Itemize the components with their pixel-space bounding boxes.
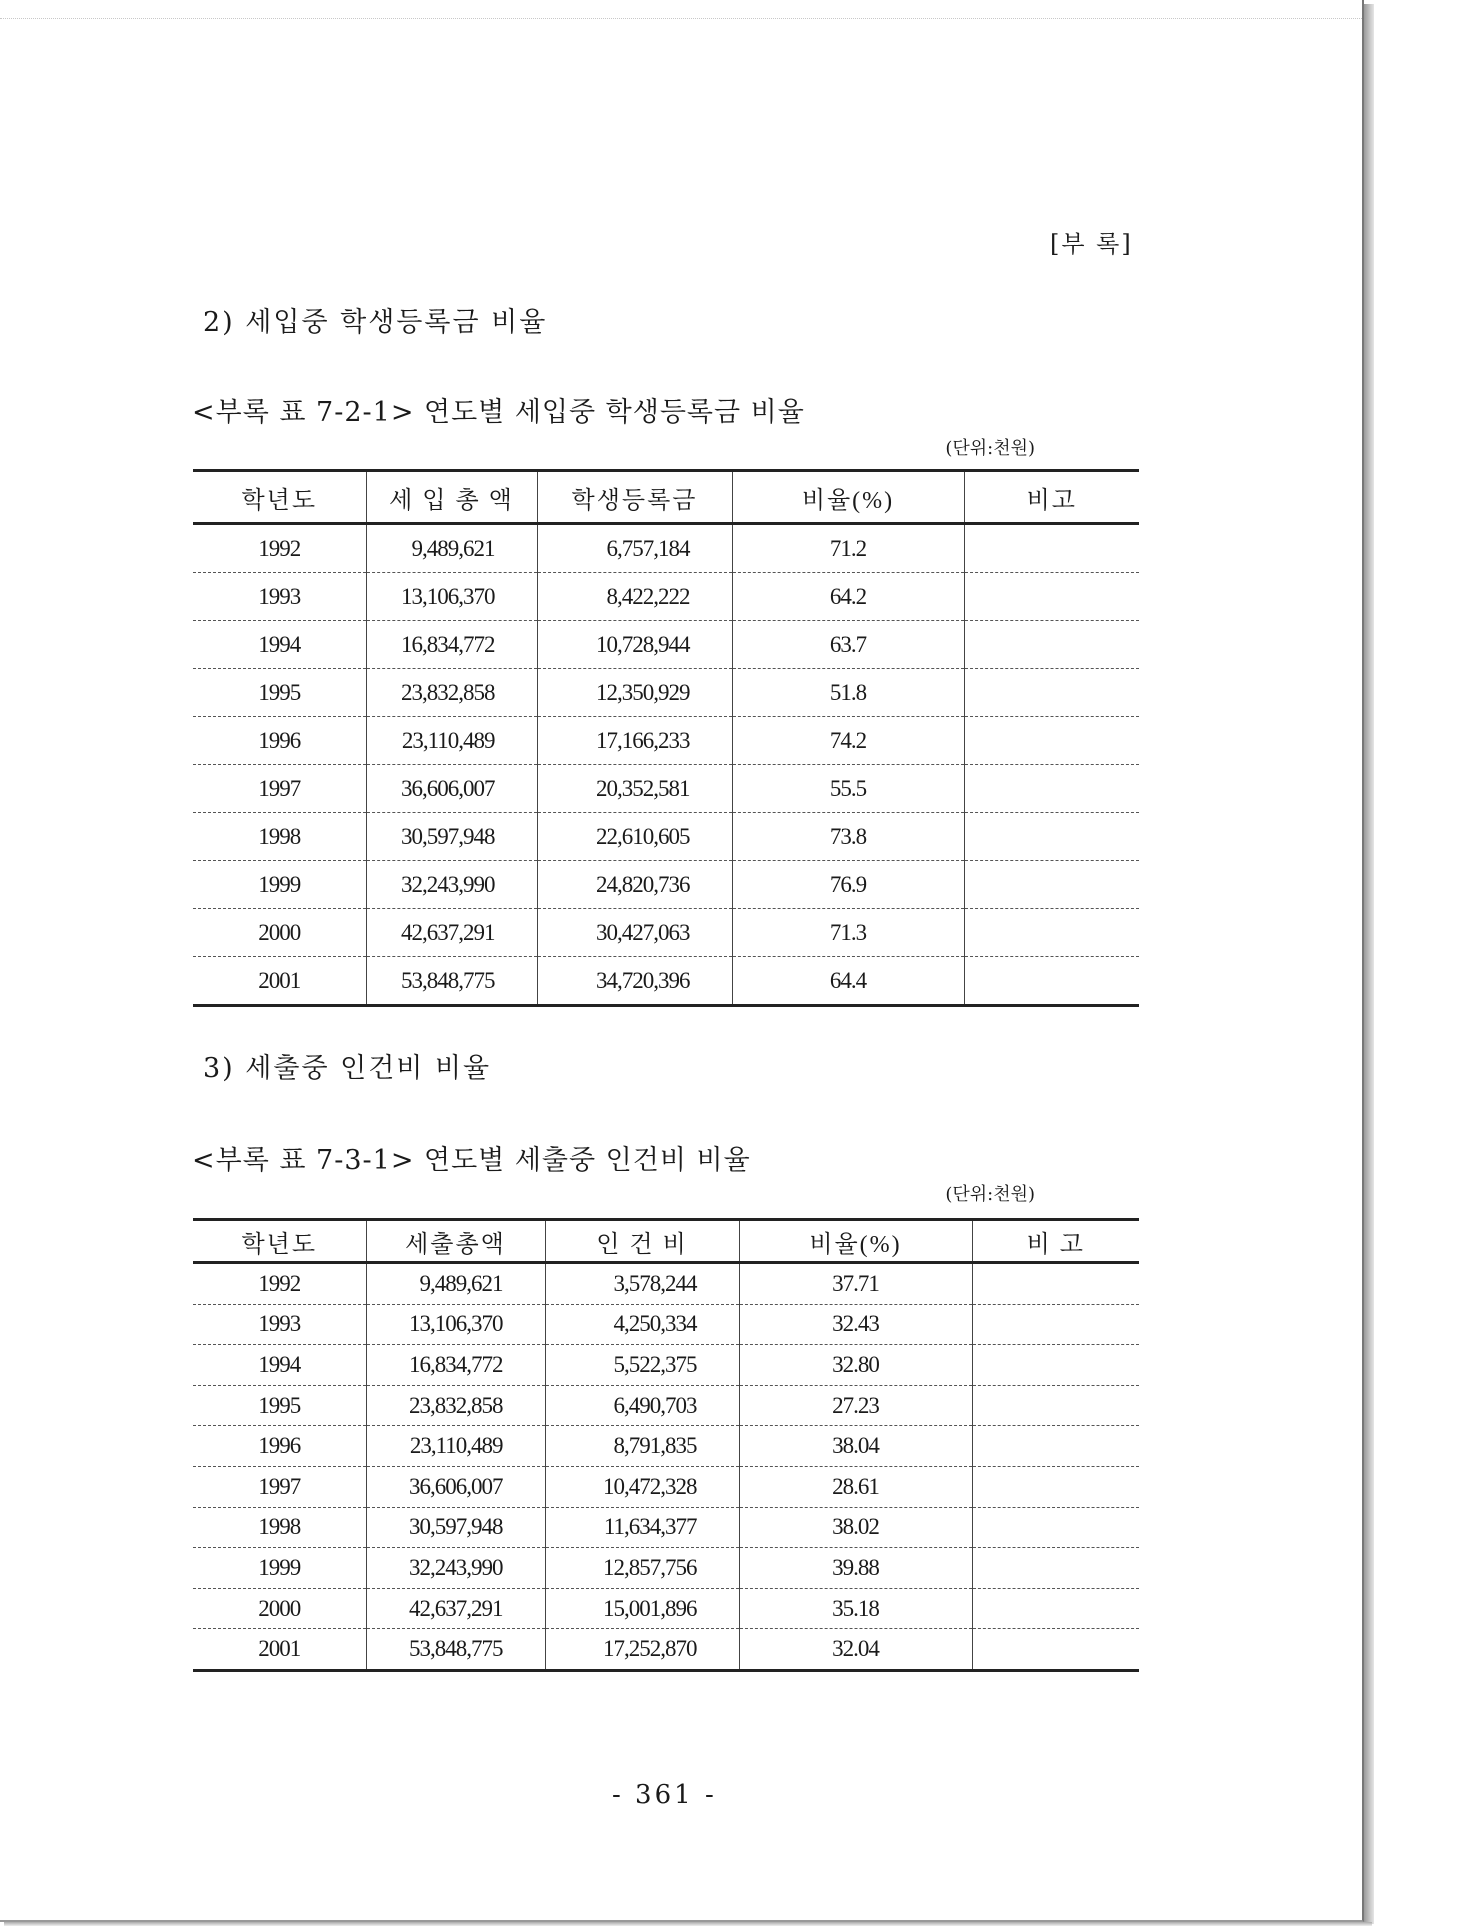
year-cell: 1998 bbox=[193, 1507, 366, 1548]
top-rule bbox=[0, 18, 1362, 19]
remarks-cell bbox=[964, 524, 1139, 573]
remarks-cell bbox=[972, 1263, 1139, 1305]
ratio-cell: 32.04 bbox=[739, 1629, 972, 1671]
ratio-cell: 51.8 bbox=[732, 669, 964, 717]
ratio-cell: 64.4 bbox=[732, 957, 964, 1006]
total-cell: 23,110,489 bbox=[366, 717, 537, 765]
column-header: 세출총액 bbox=[366, 1220, 545, 1263]
total-cell: 23,832,858 bbox=[366, 669, 537, 717]
amount-cell: 22,610,605 bbox=[537, 813, 732, 861]
table-row bbox=[193, 524, 1139, 573]
amount-cell: 10,728,944 bbox=[537, 621, 732, 669]
table-row bbox=[193, 1466, 1139, 1507]
appendix-tag: [부 록] bbox=[1050, 230, 1133, 258]
remarks-cell bbox=[972, 1466, 1139, 1507]
remarks-cell bbox=[972, 1507, 1139, 1548]
year-cell: 2000 bbox=[193, 1588, 366, 1629]
total-cell: 30,597,948 bbox=[366, 1507, 545, 1548]
year-cell: 1994 bbox=[193, 621, 366, 669]
column-header: 인 건 비 bbox=[545, 1220, 739, 1263]
ratio-cell: 27.23 bbox=[739, 1385, 972, 1426]
total-cell: 42,637,291 bbox=[366, 1588, 545, 1629]
total-cell: 9,489,621 bbox=[366, 524, 537, 573]
column-header: 학년도 bbox=[193, 1220, 366, 1263]
table-row bbox=[193, 717, 1139, 765]
amount-cell: 15,001,896 bbox=[545, 1588, 739, 1629]
total-cell: 53,848,775 bbox=[366, 1629, 545, 1671]
total-cell: 13,106,370 bbox=[366, 1304, 545, 1345]
page-number: - 361 - bbox=[612, 1780, 717, 1810]
ratio-cell: 35.18 bbox=[739, 1588, 972, 1629]
remarks-cell bbox=[964, 909, 1139, 957]
personnel-ratio-table bbox=[193, 1218, 1139, 1672]
ratio-cell: 74.2 bbox=[732, 717, 964, 765]
total-cell: 53,848,775 bbox=[366, 957, 537, 1006]
total-cell: 9,489,621 bbox=[366, 1263, 545, 1305]
ratio-cell: 32.43 bbox=[739, 1304, 972, 1345]
table-row bbox=[193, 1304, 1139, 1345]
remarks-cell bbox=[972, 1629, 1139, 1671]
year-cell: 1999 bbox=[193, 861, 366, 909]
year-cell: 1992 bbox=[193, 524, 366, 573]
table-row bbox=[193, 1263, 1139, 1305]
table-row bbox=[193, 1385, 1139, 1426]
column-header: 비 고 bbox=[972, 1220, 1139, 1263]
table-row bbox=[193, 621, 1139, 669]
year-cell: 1993 bbox=[193, 573, 366, 621]
total-cell: 32,243,990 bbox=[366, 1548, 545, 1589]
amount-cell: 8,422,222 bbox=[537, 573, 732, 621]
year-cell: 2001 bbox=[193, 957, 366, 1006]
year-cell: 1992 bbox=[193, 1263, 366, 1305]
year-cell: 1996 bbox=[193, 1426, 366, 1467]
table-row bbox=[193, 573, 1139, 621]
ratio-cell: 37.71 bbox=[739, 1263, 972, 1305]
amount-cell: 10,472,328 bbox=[545, 1466, 739, 1507]
table-row bbox=[193, 1629, 1139, 1671]
amount-cell: 17,166,233 bbox=[537, 717, 732, 765]
section-heading-2: 2) 세입중 학생등록금 비율 bbox=[203, 307, 548, 338]
remarks-cell bbox=[964, 573, 1139, 621]
ratio-cell: 76.9 bbox=[732, 861, 964, 909]
page-shadow-right bbox=[1364, 4, 1374, 1924]
amount-cell: 20,352,581 bbox=[537, 765, 732, 813]
table-body bbox=[193, 1263, 1139, 1671]
remarks-cell bbox=[964, 861, 1139, 909]
remarks-cell bbox=[964, 717, 1139, 765]
remarks-cell bbox=[964, 669, 1139, 717]
remarks-cell bbox=[964, 621, 1139, 669]
year-cell: 1999 bbox=[193, 1548, 366, 1589]
ratio-cell: 28.61 bbox=[739, 1466, 972, 1507]
ratio-cell: 64.2 bbox=[732, 573, 964, 621]
total-cell: 30,597,948 bbox=[366, 813, 537, 861]
amount-cell: 4,250,334 bbox=[545, 1304, 739, 1345]
ratio-cell: 71.3 bbox=[732, 909, 964, 957]
unit-label-2: (단위:천원) bbox=[945, 1184, 1035, 1205]
ratio-cell: 32.80 bbox=[739, 1345, 972, 1386]
table-row bbox=[193, 909, 1139, 957]
total-cell: 13,106,370 bbox=[366, 573, 537, 621]
total-cell: 32,243,990 bbox=[366, 861, 537, 909]
total-cell: 36,606,007 bbox=[366, 1466, 545, 1507]
amount-cell: 12,857,756 bbox=[545, 1548, 739, 1589]
total-cell: 42,637,291 bbox=[366, 909, 537, 957]
table-row bbox=[193, 813, 1139, 861]
remarks-cell bbox=[964, 813, 1139, 861]
table-header-row bbox=[193, 471, 1139, 524]
remarks-cell bbox=[972, 1385, 1139, 1426]
total-cell: 23,832,858 bbox=[366, 1385, 545, 1426]
remarks-cell bbox=[972, 1426, 1139, 1467]
table-body bbox=[193, 524, 1139, 1006]
remarks-cell bbox=[972, 1345, 1139, 1386]
ratio-cell: 38.04 bbox=[739, 1426, 972, 1467]
year-cell: 1997 bbox=[193, 1466, 366, 1507]
column-header: 비율(%) bbox=[732, 471, 964, 524]
amount-cell: 6,757,184 bbox=[537, 524, 732, 573]
remarks-cell bbox=[972, 1548, 1139, 1589]
table-caption-7-2-1: <부록 표 7-2-1> 연도별 세입중 학생등록금 비율 bbox=[192, 397, 805, 428]
ratio-cell: 63.7 bbox=[732, 621, 964, 669]
ratio-cell: 73.8 bbox=[732, 813, 964, 861]
amount-cell: 6,490,703 bbox=[545, 1385, 739, 1426]
remarks-cell bbox=[964, 765, 1139, 813]
table-row bbox=[193, 1588, 1139, 1629]
total-cell: 23,110,489 bbox=[366, 1426, 545, 1467]
amount-cell: 12,350,929 bbox=[537, 669, 732, 717]
remarks-cell bbox=[972, 1304, 1139, 1345]
total-cell: 16,834,772 bbox=[366, 1345, 545, 1386]
section-heading-3: 3) 세출중 인건비 비율 bbox=[203, 1053, 492, 1084]
amount-cell: 24,820,736 bbox=[537, 861, 732, 909]
year-cell: 1993 bbox=[193, 1304, 366, 1345]
year-cell: 1996 bbox=[193, 717, 366, 765]
table-caption-7-3-1: <부록 표 7-3-1> 연도별 세출중 인건비 비율 bbox=[192, 1145, 751, 1176]
table-row bbox=[193, 1548, 1139, 1589]
page-shadow-bottom bbox=[4, 1922, 1372, 1926]
total-cell: 36,606,007 bbox=[366, 765, 537, 813]
ratio-cell: 71.2 bbox=[732, 524, 964, 573]
amount-cell: 11,634,377 bbox=[545, 1507, 739, 1548]
ratio-cell: 38.02 bbox=[739, 1507, 972, 1548]
remarks-cell bbox=[972, 1588, 1139, 1629]
table-row bbox=[193, 765, 1139, 813]
remarks-cell bbox=[964, 957, 1139, 1006]
amount-cell: 3,578,244 bbox=[545, 1263, 739, 1305]
ratio-cell: 39.88 bbox=[739, 1548, 972, 1589]
column-header: 학생등록금 bbox=[537, 471, 732, 524]
year-cell: 1997 bbox=[193, 765, 366, 813]
year-cell: 1998 bbox=[193, 813, 366, 861]
year-cell: 1994 bbox=[193, 1345, 366, 1386]
column-header: 세 입 총 액 bbox=[366, 471, 537, 524]
table-header-row bbox=[193, 1220, 1139, 1263]
tuition-ratio-table bbox=[193, 469, 1139, 1007]
total-cell: 16,834,772 bbox=[366, 621, 537, 669]
amount-cell: 30,427,063 bbox=[537, 909, 732, 957]
table-row bbox=[193, 669, 1139, 717]
table-row bbox=[193, 861, 1139, 909]
year-cell: 1995 bbox=[193, 1385, 366, 1426]
year-cell: 1995 bbox=[193, 669, 366, 717]
unit-label-1: (단위:천원) bbox=[945, 438, 1035, 459]
amount-cell: 34,720,396 bbox=[537, 957, 732, 1006]
amount-cell: 5,522,375 bbox=[545, 1345, 739, 1386]
amount-cell: 8,791,835 bbox=[545, 1426, 739, 1467]
year-cell: 2001 bbox=[193, 1629, 366, 1671]
column-header: 비율(%) bbox=[739, 1220, 972, 1263]
table-row bbox=[193, 957, 1139, 1006]
column-header: 비고 bbox=[964, 471, 1139, 524]
column-header: 학년도 bbox=[193, 471, 366, 524]
table-row bbox=[193, 1507, 1139, 1548]
amount-cell: 17,252,870 bbox=[545, 1629, 739, 1671]
table-row bbox=[193, 1426, 1139, 1467]
year-cell: 2000 bbox=[193, 909, 366, 957]
table-row bbox=[193, 1345, 1139, 1386]
ratio-cell: 55.5 bbox=[732, 765, 964, 813]
